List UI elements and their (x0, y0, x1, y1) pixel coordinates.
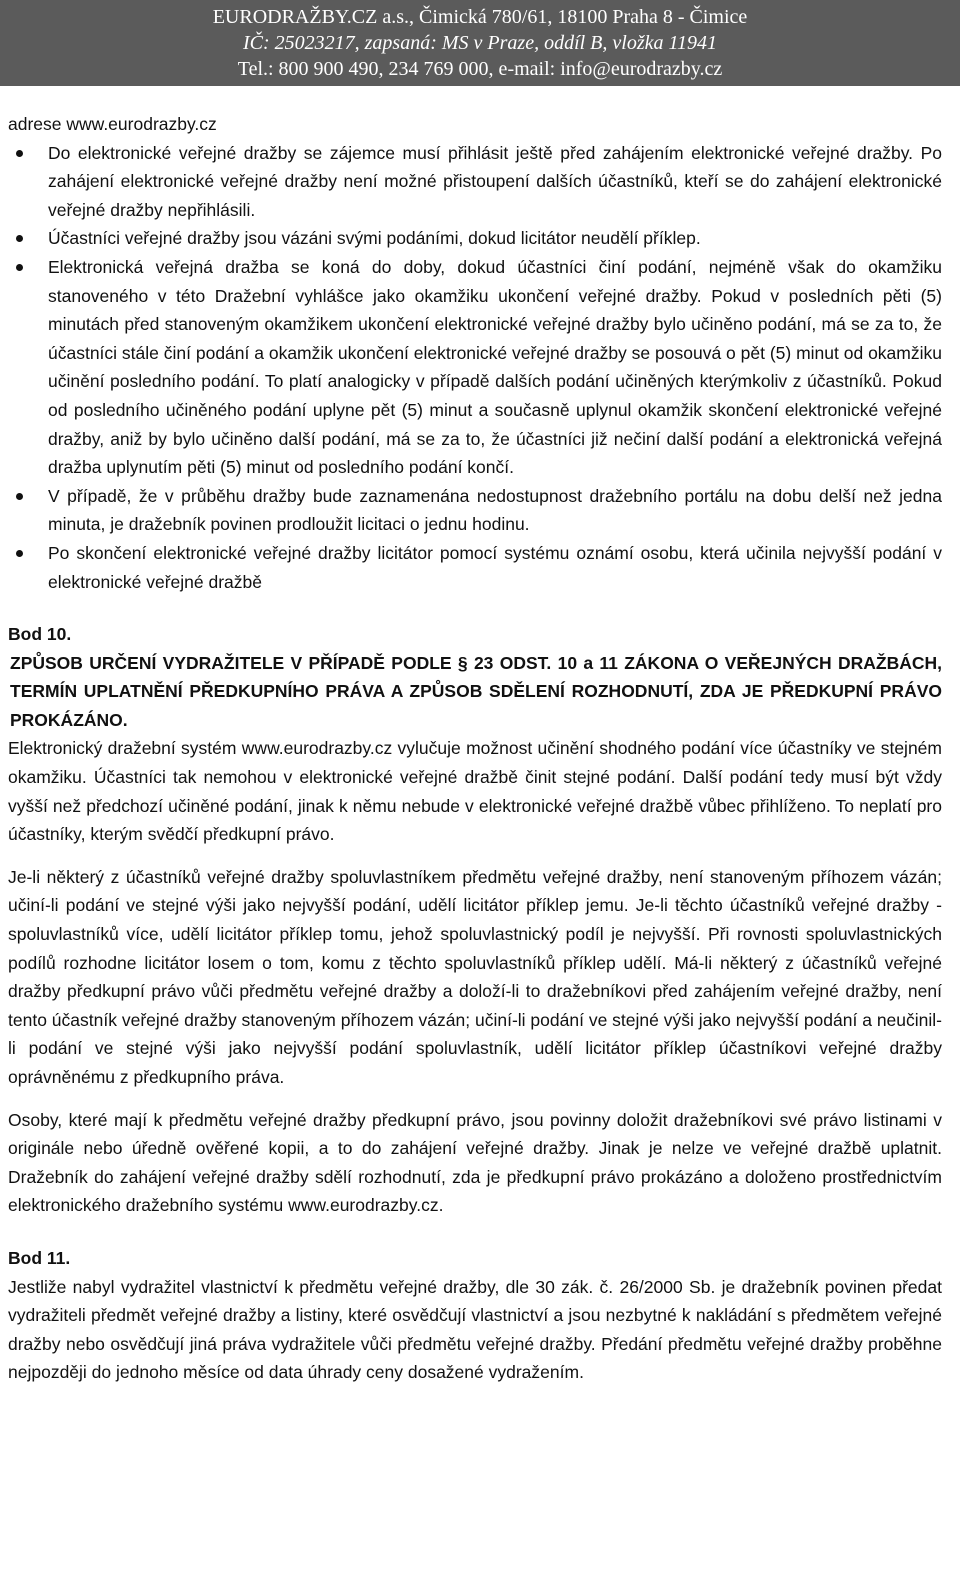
section-label-bod10: Bod 10. (8, 624, 72, 645)
bullet-icon (16, 550, 23, 557)
section-label-bod11: Bod 11. (8, 1247, 71, 1268)
bullet-icon (16, 150, 23, 157)
intro-line: adrese www.eurodrazby.cz (8, 114, 217, 134)
paragraph: Je-li některý z účastníků veřejné dražby spoluvlastníkem předmětu veřejné dražby, není stanoveným příhozem vázán; učiní-li podání ve stejné výši jako nejvyšší podání, udělí licitátor příklep jemu. Je-li těchto účastníků veřejné dražby - spoluvlastníků více, udělí licitátor příklep tomu, jehož spoluvlastnický podíl je nejvyšší. Při rovnosti spoluvlastnických podílů rozhodne licitátor losem o tom, komu z těchto spoluvlastníků příklep udělí. Má-li některý z účastníků veřejné dražby předkupní právo vůči předmětu veřejné dražby a doloží-li to dražebníkovi před zahájením veřejné dražby, není tento účastník veřejné dražby stanoveným příhozem vázán; učiní-li podání ve stejné výši jako nejvyšší podání a neučinil-li podání ve stejné výši jako nejvyšší podání spoluvlastník, udělí licitátor příklep účastníkovi veřejné dražby oprávněnému z předkupního práva. (8, 866, 942, 1087)
spacer (8, 849, 942, 863)
letterhead (0, 0, 960, 86)
company-contact: Tel.: 800 900 490, 234 769 000, e-mail: info@eurodrazby.cz (237, 58, 723, 80)
list-item: V případě, že v průběhu dražby bude zaznamenána nedostupnost dražebního portálu na dobu delší než jedna minuta, je dražebník povinen prodloužit licitaci o jednu hodinu. (8, 482, 942, 539)
bullet-icon (16, 264, 23, 271)
rules-list (8, 139, 942, 597)
list-item: Účastníci veřejné dražby jsou vázáni svými podáními, dokud licitátor neudělí příklep. (8, 224, 942, 253)
section-title-bod10: ZPŮSOB URČENÍ VYDRAŽITELE V PŘÍPADĚ PODLE § 23 ODST. 10 a 11 ZÁKONA O VEŘEJNÝCH DRAŽBÁCH, TERMÍN UPLATNĚNÍ PŘEDKUPNÍHO PRÁVA A ZPŮSOB SDĚLENÍ ROZHODNUTÍ, ZDA JE PŘEDKUPNÍ PRÁVO PROKÁZÁNO. (10, 652, 942, 730)
company-name-address: EURODRAŽBY.CZ a.s., Čimická 780/61, 18100 Praha 8 - Čimice (212, 6, 748, 28)
list-item: Do elektronické veřejné dražby se zájemce musí přihlásit ještě před zahájením elektronické veřejné dražby. Po zahájení elektronické veřejné dražby není možné přistoupení dalších účastníků, kteří se do zahájení elektronické veřejné dražby nepřihlásili. (8, 139, 942, 225)
paragraph: Osoby, které mají k předmětu veřejné dražby předkupní právo, jsou povinny doložit dražebníkovi své právo listinami v originále nebo úředně ověřené kopii, a to do zahájení veřejné dražby. Jinak je nelze ve veřejné dražbě uplatnit. Dražebník do zahájení veřejné dražby sdělí rozhodnutí, zda je předkupní právo prokázáno a doloženo prostřednictvím elektronického dražebního systému www.eurodrazby.cz. (8, 1109, 942, 1216)
paragraph: Jestliže nabyl vydražitel vlastnictví k předmětu veřejné dražby, dle 30 zák. č. 26/2000 Sb. je dražebník povinen předat vydražiteli předmět veřejné dražby a listiny, které osvědčují vlastnictví a jsou nezbytné k nakládání s předmětem veřejné dražby nebo osvědčují jiná práva vydražitele vůči předmětu veřejné dražby. Předání předmětu veřejné dražby proběhne nejpozději do jednoho měsíce od data úhrady ceny dosažené vydražením. (8, 1276, 942, 1383)
spacer (8, 596, 942, 620)
spacer (8, 1092, 942, 1106)
list-item: Po skončení elektronické veřejné dražby licitátor pomocí systému oznámí osobu, která učinila nejvyšší podání v elektronické veřejné dražbě (8, 539, 942, 596)
bullet-icon (16, 235, 23, 242)
list-item: Elektronická veřejná dražba se koná do doby, dokud účastníci činí podání, nejméně však do okamžiku stanoveného v této Dražební vyhlášce jako okamžiku ukončení veřejné dražby. Pokud v posledních pěti (5) minutách před stanoveným okamžikem ukončení elektronické veřejné dražby bylo učiněno podání, má se za to, že účastníci stále činí podání a okamžik ukončení elektronické veřejné dražby se posouvá o pět (5) minut od okamžiku učinění posledního podání. To platí analogicky v případě dalších podání učiněných kterýmkoliv z účastníků. Pokud od posledního učiněného podání uplyne pět (5) minut a současně uplynul okamžik skončení elektronické veřejné dražby, aniž by bylo učiněno další podání, má se za to, že účastníci již nečiní další podání a elektronická veřejná dražba uplynutím pěti (5) minut od posledního podání končí. (8, 253, 942, 482)
spacer (8, 1220, 942, 1244)
company-registration: IČ: 25023217, zapsaná: MS v Praze, oddíl B, vložka 11941 (242, 32, 718, 54)
document-body (8, 110, 942, 1387)
paragraph: Elektronický dražební systém www.eurodrazby.cz vylučuje možnost učinění shodného podání více účastníky ve stejném okamžiku. Účastníci tak nemohou v elektronické veřejné dražbě činit stejné podání. Další podání tedy musí být vždy vyšší než předchozí učiněné podání, jinak k němu nebude v elektronické veřejné dražbě vůbec přihlíženo. To neplatí pro účastníky, kterým svědčí předkupní právo. (8, 738, 942, 845)
bullet-icon (16, 493, 23, 500)
